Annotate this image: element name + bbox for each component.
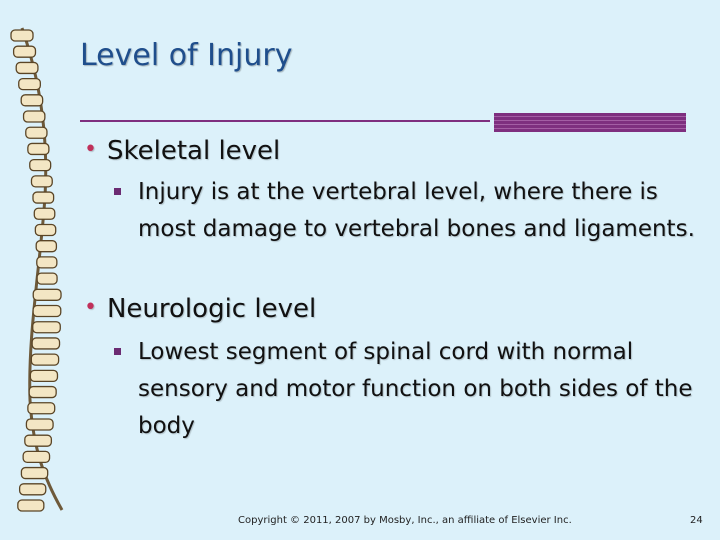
vertebra-shape bbox=[35, 224, 55, 235]
vertebra-shape bbox=[19, 79, 41, 90]
vertebra-shape bbox=[23, 451, 49, 462]
vertebra-shape bbox=[33, 192, 54, 203]
vertebra-shape bbox=[30, 370, 57, 381]
vertebra-shape bbox=[11, 30, 33, 41]
vertebra-shape bbox=[31, 354, 58, 365]
vertebra-shape bbox=[33, 322, 61, 333]
copyright-footer: Copyright © 2011, 2007 by Mosby, Inc., an affiliate of Elsevier Inc. bbox=[238, 515, 572, 526]
sub-bullet-square-icon bbox=[114, 188, 121, 195]
bullet-text: Skeletal level bbox=[106, 136, 281, 166]
vertebra-shape bbox=[24, 111, 45, 122]
bullet-neurologic-level bbox=[84, 294, 316, 324]
vertebra-shape bbox=[31, 176, 52, 187]
sub-bullet-square-icon bbox=[114, 348, 121, 355]
vertebra-shape bbox=[28, 403, 55, 414]
vertebra-shape bbox=[29, 387, 56, 398]
vertebra-shape bbox=[33, 289, 61, 300]
bullet-skeletal-level bbox=[84, 136, 280, 166]
title-divider-line bbox=[80, 120, 490, 122]
bullet-text: Neurologic level bbox=[106, 294, 317, 324]
bullet-dot-icon: • bbox=[84, 137, 97, 162]
slide-title: Level of Injury bbox=[80, 38, 293, 73]
vertebra-shape bbox=[37, 273, 57, 284]
vertebra-shape bbox=[16, 62, 38, 73]
vertebra-shape bbox=[36, 241, 56, 252]
vertebra-shape bbox=[14, 46, 36, 57]
vertebra-shape bbox=[33, 306, 61, 317]
vertebra-shape bbox=[26, 419, 53, 430]
sub-bullet-neurologic: Lowest segment of spinal cord with normal sensory and motor function on both sides of the body bbox=[138, 339, 693, 439]
spine-illustration-icon bbox=[0, 20, 80, 530]
vertebra-shape bbox=[37, 257, 57, 268]
vertebra-shape bbox=[32, 338, 59, 349]
vertebra-shape bbox=[20, 484, 46, 495]
vertebra-shape bbox=[28, 143, 49, 154]
bullet-dot-icon: • bbox=[84, 295, 97, 320]
vertebra-shape bbox=[30, 160, 51, 171]
vertebra-shape bbox=[34, 208, 54, 219]
vertebra-shape bbox=[26, 127, 47, 138]
vertebra-shape bbox=[25, 435, 52, 446]
title-divider-block bbox=[494, 113, 686, 132]
page-number: 24 bbox=[690, 515, 703, 526]
vertebra-shape bbox=[18, 500, 44, 511]
sub-bullet-skeletal: Injury is at the vertebral level, where there is most damage to vertebral bones and ligaments. bbox=[138, 179, 695, 242]
vertebra-shape bbox=[21, 468, 47, 479]
vertebra-shape bbox=[21, 95, 42, 106]
